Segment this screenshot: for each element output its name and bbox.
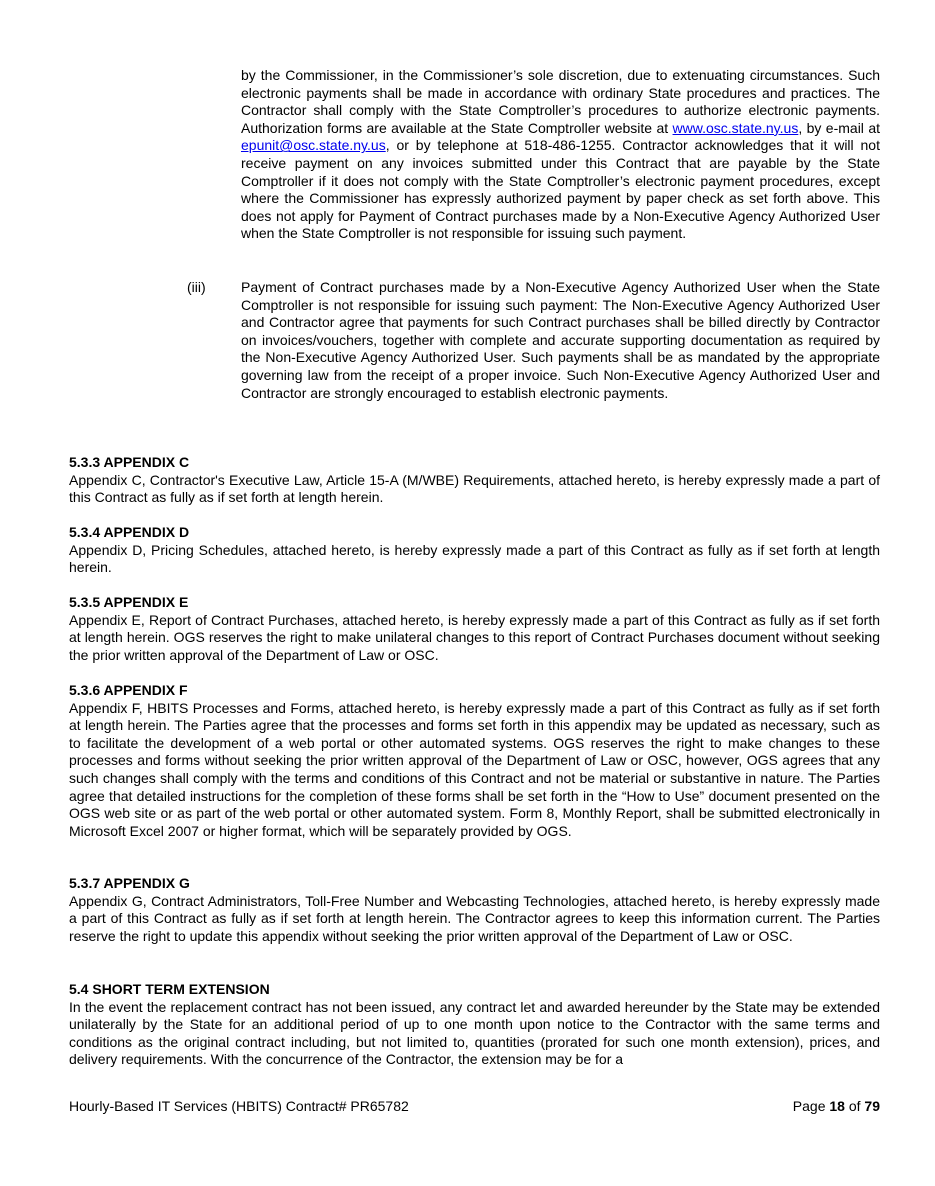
- section-body: Appendix G, Contract Administrators, Toll-Free Number and Webcasting Technologies, attached hereto, is hereby expressly made a part of this Contract as fully as if set forth at length herein. The Contractor agrees to keep this information current. The Parties reserve the right to update this appendix without seeking the prior written approval of the Department of Law or OSC.: [69, 892, 880, 944]
- item-number-iii: (iii): [187, 279, 206, 295]
- current-page-number: 18: [829, 1098, 845, 1114]
- section-body: In the event the replacement contract has not been issued, any contract let and awarded hereunder by the State may be extended unilaterally by the State for an additional period of up to one month upon notice to the Contractor with the same terms and conditions as the original contract including, but not limited to, quantities (prorated for such one month extension), prices, and delivery requirements. With the concurrence of the Contractor, the extension may be for a: [69, 998, 880, 1068]
- osc-website-link[interactable]: www.osc.state.ny.us: [672, 119, 799, 136]
- section-body: Appendix D, Pricing Schedules, attached hereto, is hereby expressly made a part of this Contract as fully as if set forth at length herein.: [69, 541, 880, 576]
- section-5-3-5: [69, 594, 880, 664]
- section-heading: 5.3.5 APPENDIX E: [69, 594, 189, 610]
- continuation-text-1: by the Commissioner, in the Commissioner’s sole discretion, due to extenuating circumstances. Such electronic payments shall be made in accordance with ordinary State procedures and practices. The Contractor shall comply with the State Comptroller’s procedures to authorize electronic payments. Authorization forms are available at the State Comptroller website at: [241, 67, 880, 136]
- section-heading: 5.3.7 APPENDIX G: [69, 875, 190, 891]
- item-iii-paragraph: Payment of Contract purchases made by a Non-Executive Agency Authorized User when the State Comptroller is not responsible for issuing such payment: The Non-Executive Agency Authorized User and Contractor agree that payments for such Contract purchases shall be billed directly by Contractor on invoices/vouchers, together with complete and accurate supporting documentation as required by the Non-Executive Agency Authorized User. Such payments shall be as mandated by the appropriate governing law from the receipt of a proper invoice. Such Non-Executive Agency Authorized User and Contractor are strongly encouraged to establish electronic payments.: [241, 279, 880, 401]
- section-5-3-4: [69, 524, 880, 577]
- section-body: Appendix E, Report of Contract Purchases, attached hereto, is hereby expressly made a part of this Contract as fully as if set forth at length herein. OGS reserves the right to make unilateral changes to this report of Contract Purchases document without seeking the prior written approval of the Department of Law or OSC.: [69, 611, 880, 663]
- section-heading: 5.3.6 APPENDIX F: [69, 682, 188, 698]
- section-heading: 5.3.4 APPENDIX D: [69, 524, 190, 540]
- section-body: Appendix F, HBITS Processes and Forms, attached hereto, is hereby expressly made a part of this Contract as fully as if set forth at length herein. The Parties agree that the processes and forms set forth in this appendix may be updated as necessary, such as to facilitate the development of a web portal or other automated systems. OGS reserves the right to make changes to these processes and forms without seeking the prior written approval of the Department of Law or OSC, however, OGS agrees that any such changes shall comply with the terms and conditions of this Contract and not be material or substantive in nature. The Parties agree that detailed instructions for the completion of these forms shall be set forth in the “How to Use” document presented on the OGS web site or as part of the web portal or other automated system. Form 8, Monthly Report, shall be submitted electronically in Microsoft Excel 2007 or higher format, which will be separately provided by OGS.: [69, 699, 880, 839]
- payment-continuation-paragraph: [241, 67, 880, 243]
- section-5-3-6: [69, 682, 880, 840]
- section-5-4: [69, 981, 880, 1069]
- page-label: Page: [792, 1098, 830, 1114]
- section-heading: 5.3.3 APPENDIX C: [69, 454, 190, 470]
- page-number-indicator: [793, 1098, 880, 1116]
- section-5-3-3: [69, 454, 880, 507]
- section-heading: 5.4 SHORT TERM EXTENSION: [69, 981, 270, 997]
- footer-contract-title: Hourly-Based IT Services (HBITS) Contract# PR65782: [69, 1098, 409, 1114]
- continuation-text-3: , or by telephone at 518-486-1255. Contractor acknowledges that it will not receive payment on any invoices submitted under this Contract that are payable by the State Comptroller if it does not comply with the State Comptroller’s electronic payment procedures, except where the Commissioner has expressly authorized payment by paper check as set forth above. This does not apply for Payment of Contract purchases made by a Non-Executive Agency Authorized User when the State Comptroller is not responsible for issuing such payment.: [241, 137, 880, 242]
- section-body: Appendix C, Contractor's Executive Law, Article 15-A (M/WBE) Requirements, attached hereto, is hereby expressly made a part of this Contract as fully as if set forth at length herein.: [69, 471, 880, 506]
- epunit-email-link[interactable]: epunit@osc.state.ny.us: [241, 137, 386, 154]
- total-page-count: 79: [864, 1098, 880, 1114]
- of-label: of: [844, 1098, 865, 1114]
- section-5-3-7: [69, 875, 880, 945]
- continuation-text-2: , by e-mail at: [798, 119, 880, 136]
